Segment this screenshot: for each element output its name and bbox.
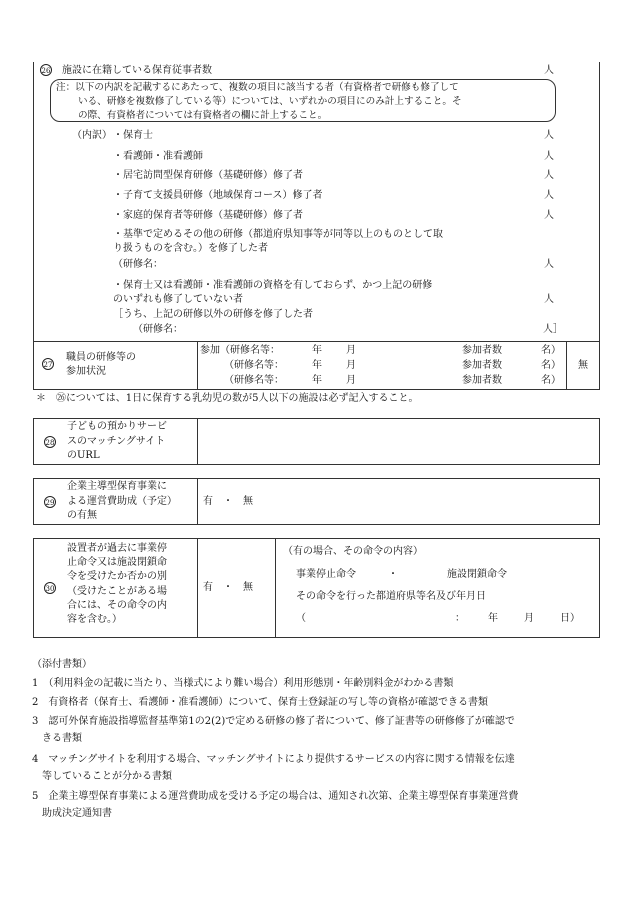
- breakdown-item-unit: 人: [544, 151, 554, 162]
- training-row-count-label: 参加者数: [462, 360, 502, 371]
- other-training-name: （研修名：: [113, 259, 163, 270]
- attachment-item: 2 有資格者（保育士、看護師・准看護師）について、保育士登録証の写し等の資格が確認できる書類: [32, 697, 488, 708]
- section-27-number: 27: [42, 358, 54, 371]
- unqualified-line-2: のいずれも修了していない者: [113, 294, 243, 305]
- breakdown-item-unit: 人: [544, 170, 554, 181]
- other-training-line-2: り扱うものを含む。）を修了した者: [113, 243, 268, 254]
- section-26-number: 26: [40, 64, 52, 77]
- sub-training-name: （研修名：: [133, 324, 183, 335]
- sub-training-unit: 人］: [543, 324, 563, 335]
- section-27-divider: [566, 341, 567, 390]
- note-line-1: 注：以下の内訳を記載するにあたって、複数の項目に該当する者（有資格者で研修も修了して: [56, 82, 459, 93]
- attachment-item: 1 （利用料金の記載に当たり、当様式により難い場合）利用形態別・年齢別料金がわかる書類: [32, 678, 454, 689]
- breakdown-item-unit: 人: [544, 130, 554, 141]
- section-28-label-2: スのマッチングサイト: [67, 436, 166, 447]
- breakdown-item: ・看護師・准看護師: [113, 151, 203, 162]
- section-30-label: 令を受けたか否かの別: [67, 571, 167, 582]
- breakdown-item-unit: 人: [544, 190, 554, 201]
- section-29-choice[interactable]: 有 ・ 無: [203, 496, 253, 507]
- section-29-divider: [197, 478, 198, 525]
- other-training-unit: 人: [544, 259, 554, 270]
- training-row-count-unit: 名）: [541, 345, 561, 356]
- order-content-heading: （有の場合、その命令の内容）: [283, 546, 423, 557]
- order-closure: 施設閉鎖命令: [447, 569, 507, 580]
- section-30-label: 合には、その命令の内: [67, 600, 167, 611]
- training-row-count-label: 参加者数: [462, 345, 502, 356]
- order-month: 月: [524, 613, 534, 624]
- section-28-divider: [197, 418, 198, 465]
- attachments-title: （添付書類）: [32, 659, 92, 670]
- breakdown-item: ・居宅訪問型保育研修（基礎研修）修了者: [113, 170, 303, 181]
- training-row-count-unit: 名）: [541, 375, 561, 386]
- attachment-item: 等していることが分かる書類: [32, 771, 172, 782]
- section-29-label-2: よる運営費助成（予定）: [67, 496, 177, 507]
- sub-training-line-1: ［うち、上記の研修以外の研修を修了した者: [113, 309, 313, 320]
- section-29-label-1: 企業主導型保育事業に: [67, 481, 167, 492]
- section-30-choice[interactable]: 有 ・ 無: [203, 582, 253, 593]
- attachment-item: 助成決定通知書: [32, 808, 112, 819]
- attachment-item: 5 企業主導型保育事業による運営費助成を受ける予定の場合は、通知され次第、企業主導型保育事業運営費: [32, 791, 519, 802]
- order-issuer-open: （: [296, 613, 306, 624]
- breakdown-item-unit: 人: [544, 210, 554, 221]
- unqualified-unit: 人: [544, 294, 554, 305]
- note-line-2: いる、研修を複数修了している等）については、いずれかの項目にのみ計上すること。そ: [78, 96, 462, 107]
- breakdown-item: ・保育士: [113, 130, 153, 141]
- training-row-month: 月: [346, 360, 356, 371]
- training-row-year: 年: [312, 345, 322, 356]
- section-30-label: 容を含む。）: [67, 614, 122, 625]
- section-29-number: 29: [44, 496, 56, 509]
- unqualified-line-1: ・保育士又は看護師・准看護師の資格を有しておらず、かつ上記の研修: [113, 280, 433, 291]
- training-none: 無: [578, 360, 588, 371]
- order-suspend: 事業停止命令: [296, 569, 356, 580]
- section-30-divider: [275, 538, 276, 638]
- training-row-name: （研修名等：: [224, 375, 284, 386]
- section-28-number: 28: [44, 436, 56, 449]
- order-issuer-label: その命令を行った都道府県等名及び年月日: [296, 591, 486, 602]
- section-30-label: 設置者が過去に事業停: [67, 543, 167, 554]
- breakdown-item: ・子育て支援員研修（地域保育コース）修了者: [113, 190, 323, 201]
- section-26-total-unit: 人: [544, 65, 554, 76]
- section-30-number: 30: [44, 582, 56, 595]
- section-26-title: 施設に在籍している保育従事者数: [62, 65, 212, 76]
- section-27-label-2: 参加状況: [66, 366, 106, 377]
- attachment-item: 3 認可外保育施設指導監督基準第1の2(2)で定める研修の修了者について、修了証書等の研修修了が確認で: [32, 716, 515, 727]
- training-row-name: （研修名等：: [224, 360, 284, 371]
- section-30-label: （受けたことがある場: [67, 586, 167, 597]
- training-row-count-label: 参加者数: [462, 375, 502, 386]
- order-year: 年: [488, 613, 498, 624]
- note-line-3: の際、有資格者については有資格者の欄に計上すること。: [78, 110, 328, 121]
- order-day: 日）: [560, 613, 580, 624]
- section-29-label-3: の有無: [67, 510, 97, 521]
- section-30-divider: [197, 538, 198, 638]
- order-issuer-colon: ：: [455, 613, 465, 624]
- attachment-item: きる書類: [32, 733, 82, 744]
- training-row-count-unit: 名）: [541, 360, 561, 371]
- attachment-item: 4 マッチングサイトを利用する場合、マッチングサイトにより提供するサービスの内容に関する情報を伝達: [32, 754, 515, 765]
- section-28-label-1: 子どもの預かりサービ: [67, 421, 167, 432]
- breakdown-item: ・家庭的保育者等研修（基礎研修）修了者: [113, 210, 303, 221]
- other-training-line-1: ・基準で定めるその他の研修（都道府県知事等が同等以上のものとして取: [113, 229, 443, 240]
- order-separator: ・: [388, 569, 398, 580]
- training-row-month: 月: [346, 375, 356, 386]
- training-row-year: 年: [312, 360, 322, 371]
- section-27-label-1: 職員の研修等の: [66, 352, 136, 363]
- footnote: ＊ ㉖については、1日に保育する乳幼児の数が5人以下の施設は必ず記入すること。: [36, 393, 419, 404]
- section-28-label-3: のURL: [67, 450, 100, 461]
- training-row-month: 月: [346, 345, 356, 356]
- section-30-label: 止命令又は施設閉鎖命: [67, 557, 167, 568]
- training-row-year: 年: [312, 375, 322, 386]
- training-row-name: 参加（研修名等：: [200, 345, 280, 356]
- section-27-divider: [197, 341, 198, 390]
- breakdown-label: （内訳）: [72, 130, 112, 141]
